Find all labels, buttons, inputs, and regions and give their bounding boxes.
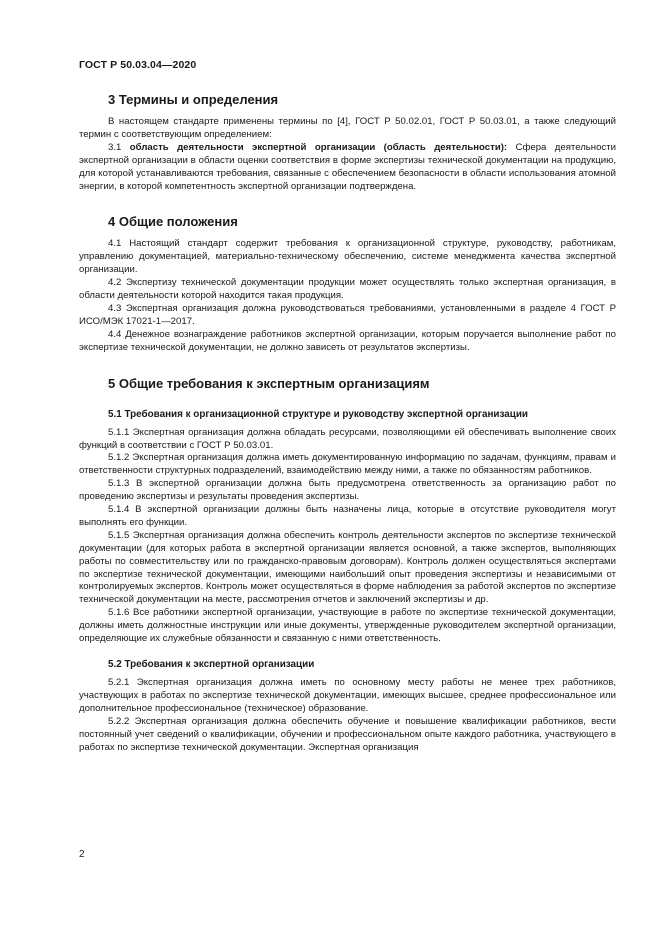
- term-3-1: [79, 142, 616, 194]
- subsection-5-2-title: 5.2 Требования к экспертной организации: [108, 659, 315, 670]
- page-number: 2: [79, 849, 85, 860]
- document-code-header: ГОСТ Р 50.03.04—2020: [79, 59, 197, 71]
- term-definition: Сфера деятельности экспертной организации в области оценки соответствия в форме экспертизы технической документации на продукцию, для которой устанавливаются требования, связанные с обеспечением безопасности в области использования атомной энергии, в которой компетентность экспертной организации подтверждена.: [79, 141, 616, 192]
- clause-4-1: 4.1 Настоящий стандарт содержит требования к организационной структуре, руководству, работникам, управлению документацией, материально-техническому обеспечению, системе менеджмента качества экспертной организации.: [79, 238, 616, 276]
- clause-4-4: 4.4 Денежное вознаграждение работников экспертной организации, которым поручается выполнение работ по экспертизе технической документации, не должно зависеть от результатов экспертизы.: [79, 328, 616, 353]
- section-5-title: 5 Общие требования к экспертным организациям: [108, 375, 430, 391]
- term-number: 3.1: [108, 141, 122, 153]
- clause-5-2-2: 5.2.2 Экспертная организация должна обеспечить обучение и повышение квалификации работников, вести постоянный учет сведений о квалификации, обучении и профессиональном опыте каждого работника, участвующего в работах по экспертизе технической документации. Экспертная организация: [79, 715, 616, 753]
- section-3-intro: В настоящем стандарте применены термины по [4], ГОСТ Р 50.02.01, ГОСТ Р 50.03.01, а также следующий термин с соответствующим определением:: [79, 116, 616, 140]
- clause-5-1-4: 5.1.4 В экспертной организации должны быть назначены лица, которые в отсутствие руководителя могут выполнять его функции.: [79, 504, 616, 528]
- clause-5-1-6: 5.1.6 Все работники экспертной организации, участвующие в работе по экспертизе технической документации, должны иметь должностные инструкции или иные документы, утвержденные руководителем экспертной организации, определяющие их служебные обязанности и связанную с ними ответственность.: [79, 607, 616, 645]
- clause-5-1-1: 5.1.1 Экспертная организация должна обладать ресурсами, позволяющими ей обеспечивать выполнение своих функций в соответствии с ГОСТ Р 50.03.01.: [79, 426, 616, 451]
- clause-4-3: 4.3 Экспертная организация должна руководствоваться требованиями, установленными в разделе 4 ГОСТ Р ИСО/МЭК 17021-1—2017.: [79, 302, 616, 327]
- subsection-5-1-title: 5.1 Требования к организационной структуре и руководству экспертной организации: [108, 408, 528, 420]
- clause-5-1-3: 5.1.3 В экспертной организации должна быть предусмотрена ответственность за организацию работ по проведению экспертизы и результаты проведения экспертизы.: [79, 478, 616, 503]
- clause-5-1-2: 5.1.2 Экспертная организация должна иметь документированную информацию по задачам, функциям, правам и ответственности структурных подразделений, взаимодействию между ними, а также по обязанностям работников.: [79, 452, 616, 477]
- section-3-title: 3 Термины и определения: [108, 92, 279, 107]
- document-body: [79, 92, 616, 754]
- clause-5-2-1: 5.2.1 Экспертная организация должна иметь по основному месту работы не менее трех работников, участвующих в работах по экспертизе технической документации, имеющих высшее, среднее профессиональное или дополнительное профессиональное (техническое) образование.: [79, 677, 616, 714]
- section-4-title: 4 Общие положения: [108, 214, 238, 230]
- term-name: область деятельности экспертной организации (область деятельности):: [129, 141, 508, 153]
- clause-5-1-5: 5.1.5 Экспертная организация должна обеспечить контроль деятельности экспертов по экспертизе технической документации (для которых работа в экспертной организации является основной, а также экспертов, выполняющих работы по совместительству или по гражданско-правовым договорам). Контроль должен осуществляться экспертами по экспертизе технической документации, имеющими наибольший опыт проведения экспертизы и независимыми от контролируемых экспертов. Контроль может осуществляться в форме наблюдения за работой экспертов по экспертизе технической документации на месте, рассмотрения отчетов и заключений экспертизы и др.: [79, 529, 616, 606]
- clause-4-2: 4.2 Экспертизу технической документации продукции может осуществлять только экспертная организация, в области деятельности которой находится такая продукция.: [79, 277, 616, 302]
